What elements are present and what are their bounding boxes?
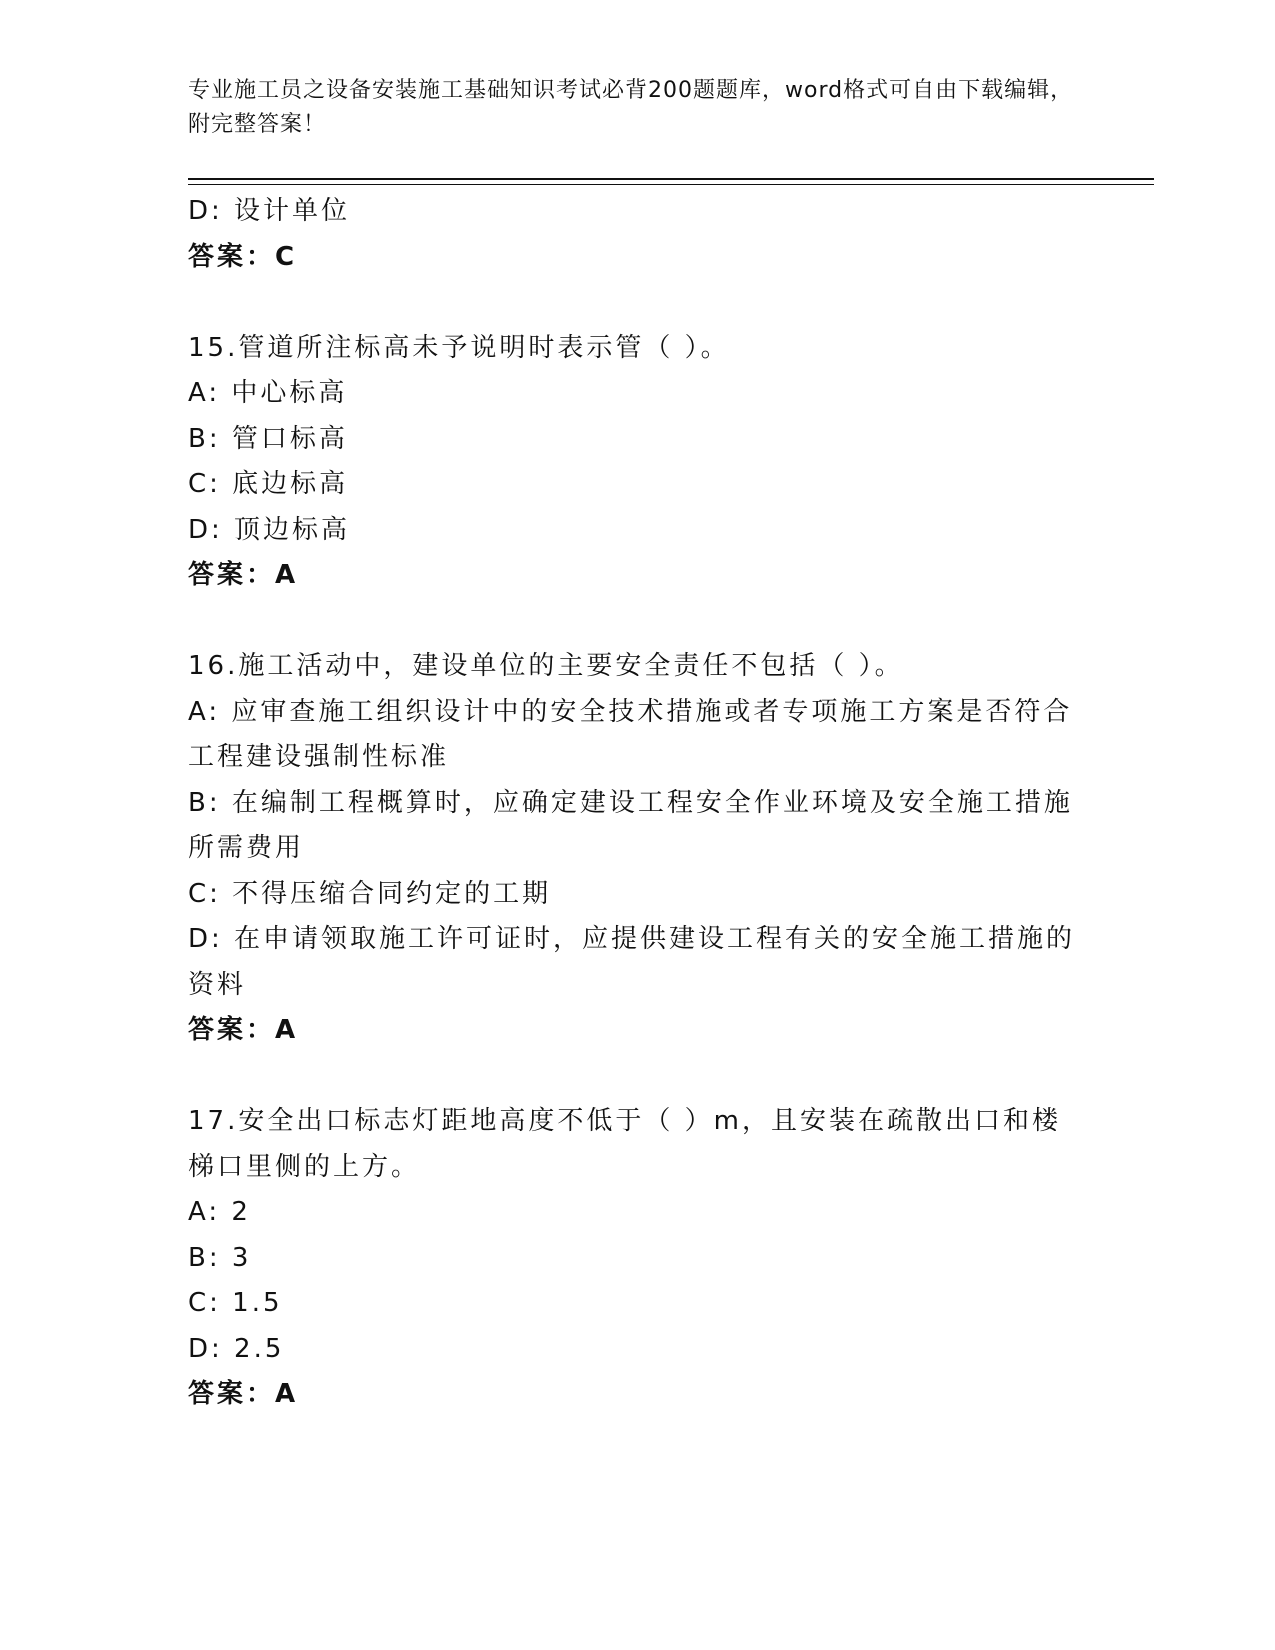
spacer [188,1054,1088,1100]
option-b: B: 在编制工程概算时，应确定建设工程安全作业环境及安全施工措施所需费用 [188,787,1073,863]
spacer [188,280,1088,326]
document-header [188,74,1088,142]
question-list [188,189,1088,1418]
option-d: D: 在申请领取施工许可证时，应提供建设工程有关的安全施工措施的资料 [188,924,1076,1000]
option-b: B: 3 [188,1242,252,1273]
option-b: B: 管口标高 [188,423,348,454]
option-a: A: 中心标高 [188,378,348,408]
answer-line: 答案：A [188,1379,299,1409]
question-15 [188,326,1088,599]
option-a: A: 应审查施工组织设计中的安全技术措施或者专项施工方案是否符合工程建设强制性标准 [188,696,1073,772]
question-stem: 17.安全出口标志灯距地高度不低于（ ）m，且安装在疏散出口和楼梯口里侧的上方。 [188,1106,1061,1182]
question-16 [188,644,1088,1054]
header-title: 专业施工员之设备安装施工基础知识考试必背200题题库，word格式可自由下载编辑，附完整答案！ [188,78,1074,137]
option-c: C: 1.5 [188,1288,283,1318]
option-c: C: 不得压缩合同约定的工期 [188,878,552,909]
option-d: D: 2.5 [188,1333,285,1364]
answer-line: 答案：C [188,241,298,272]
option-d: D: 设计单位 [188,196,351,226]
header-divider-thick [188,178,1154,180]
option-a: A: 2 [188,1197,251,1227]
question-stem: 15.管道所注标高未予说明时表示管（ ）。 [188,332,730,363]
question-14-continuation [188,189,1088,280]
answer-line: 答案：A [188,560,299,590]
option-c: C: 底边标高 [188,469,349,499]
question-stem: 16.施工活动中，建设单位的主要安全责任不包括（ ）。 [188,651,904,681]
spacer [188,599,1088,645]
question-17 [188,1099,1088,1418]
answer-line: 答案：A [188,1015,299,1045]
header-divider-thin [188,184,1154,185]
option-d: D: 顶边标高 [188,514,351,545]
